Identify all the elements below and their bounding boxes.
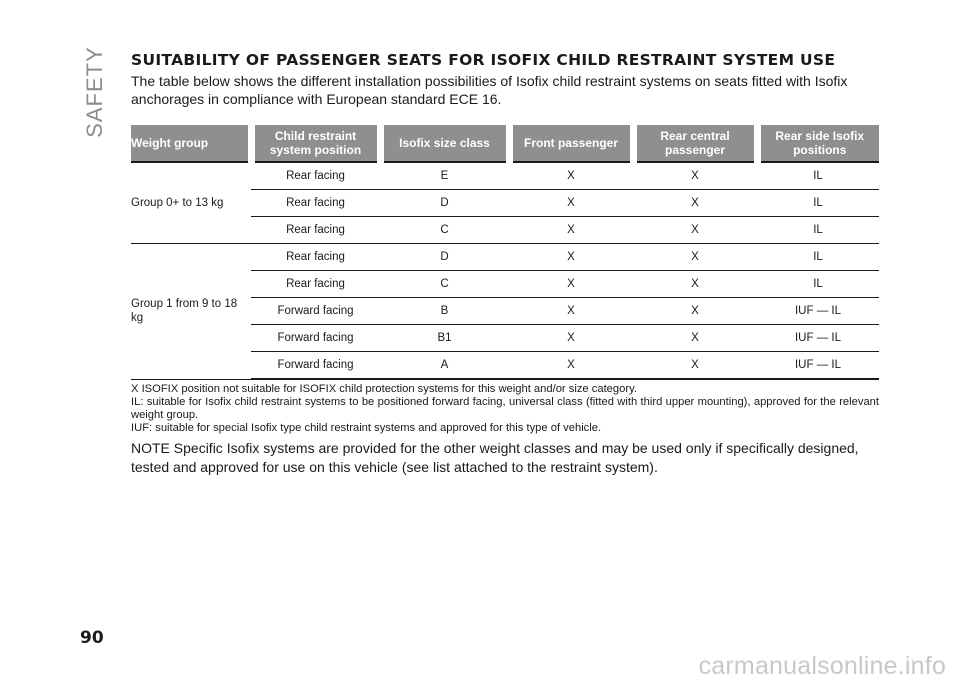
header-rear-central: Rear central passenger bbox=[633, 125, 757, 162]
table-cell: Rear facing bbox=[251, 162, 380, 190]
watermark: carmanualsonline.info bbox=[698, 652, 946, 680]
table-cell: IL bbox=[757, 190, 879, 217]
table-cell: B1 bbox=[380, 325, 509, 352]
section-tab-label: SAFETY bbox=[82, 46, 108, 138]
table-cell: X bbox=[509, 298, 633, 325]
section-tab bbox=[80, 46, 110, 138]
table-row bbox=[131, 162, 879, 190]
weight-group-label: Group 0+ to 13 kg bbox=[131, 162, 251, 244]
table-cell: X bbox=[633, 271, 757, 298]
table-cell: C bbox=[380, 217, 509, 244]
table-header-row bbox=[131, 125, 879, 162]
table-cell: IL bbox=[757, 217, 879, 244]
table-cell: IUF — IL bbox=[757, 298, 879, 325]
header-rear-side: Rear side Isofix positions bbox=[757, 125, 879, 162]
table-cell: X bbox=[509, 162, 633, 190]
table-cell: X bbox=[633, 190, 757, 217]
table-cell: Forward facing bbox=[251, 352, 380, 380]
header-size-class: Isofix size class bbox=[380, 125, 509, 162]
table-cell: Forward facing bbox=[251, 298, 380, 325]
table-cell: IL bbox=[757, 162, 879, 190]
table-cell: X bbox=[633, 162, 757, 190]
table-cell: IUF — IL bbox=[757, 325, 879, 352]
legend-il: IL: suitable for Isofix child restraint systems to be positioned forward facing, universal class (fitted with third upper mounting), approved for the relevant weight group. bbox=[131, 396, 879, 421]
table-cell: X bbox=[509, 271, 633, 298]
note-paragraph: NOTE Specific Isofix systems are provided for the other weight classes and may be used only if specifically designed, tested and approved for use on this vehicle (see list attached to the restraint system). bbox=[131, 440, 859, 475]
table-cell: IUF — IL bbox=[757, 352, 879, 380]
table-cell: Rear facing bbox=[251, 190, 380, 217]
table-cell: Rear facing bbox=[251, 271, 380, 298]
table-cell: X bbox=[509, 325, 633, 352]
table-cell: Rear facing bbox=[251, 217, 380, 244]
table-row bbox=[131, 244, 879, 271]
table-cell: X bbox=[509, 244, 633, 271]
header-restraint-position: Child restraint system position bbox=[251, 125, 380, 162]
page-content bbox=[131, 50, 879, 491]
table-cell: Forward facing bbox=[251, 325, 380, 352]
header-front-passenger: Front passenger bbox=[509, 125, 633, 162]
table-cell: X bbox=[633, 217, 757, 244]
table-cell: A bbox=[380, 352, 509, 380]
table-cell: Rear facing bbox=[251, 244, 380, 271]
table-cell: IL bbox=[757, 244, 879, 271]
page-number: 90 bbox=[80, 628, 104, 648]
table-cell: X bbox=[633, 244, 757, 271]
table-cell: X bbox=[509, 217, 633, 244]
table-cell: D bbox=[380, 190, 509, 217]
legend-iuf: IUF: suitable for special Isofix type child restraint systems and approved for this type of vehicle. bbox=[131, 422, 602, 434]
table-cell: X bbox=[633, 325, 757, 352]
header-weight-group: Weight group bbox=[131, 125, 251, 162]
table-cell: E bbox=[380, 162, 509, 190]
table-cell: D bbox=[380, 244, 509, 271]
table-cell: X bbox=[633, 298, 757, 325]
table-cell: X bbox=[633, 352, 757, 380]
table-cell: X bbox=[509, 352, 633, 380]
page-title: SUITABILITY OF PASSENGER SEATS FOR ISOFIX CHILD RESTRAINT SYSTEM USE bbox=[131, 51, 836, 69]
weight-group-label: Group 1 from 9 to 18 kg bbox=[131, 244, 251, 380]
table-cell: C bbox=[380, 271, 509, 298]
isofix-suitability-table bbox=[131, 125, 879, 380]
table-cell: IL bbox=[757, 271, 879, 298]
legend-x: X ISOFIX position not suitable for ISOFIX child protection systems for this weight and/or size category. bbox=[131, 383, 637, 395]
intro-paragraph: The table below shows the different installation possibilities of Isofix child restraint systems on seats fitted with Isofix anchorages in compliance with European standard ECE 16. bbox=[131, 73, 848, 107]
table-legend bbox=[131, 383, 879, 435]
table-cell: X bbox=[509, 190, 633, 217]
table-cell: B bbox=[380, 298, 509, 325]
